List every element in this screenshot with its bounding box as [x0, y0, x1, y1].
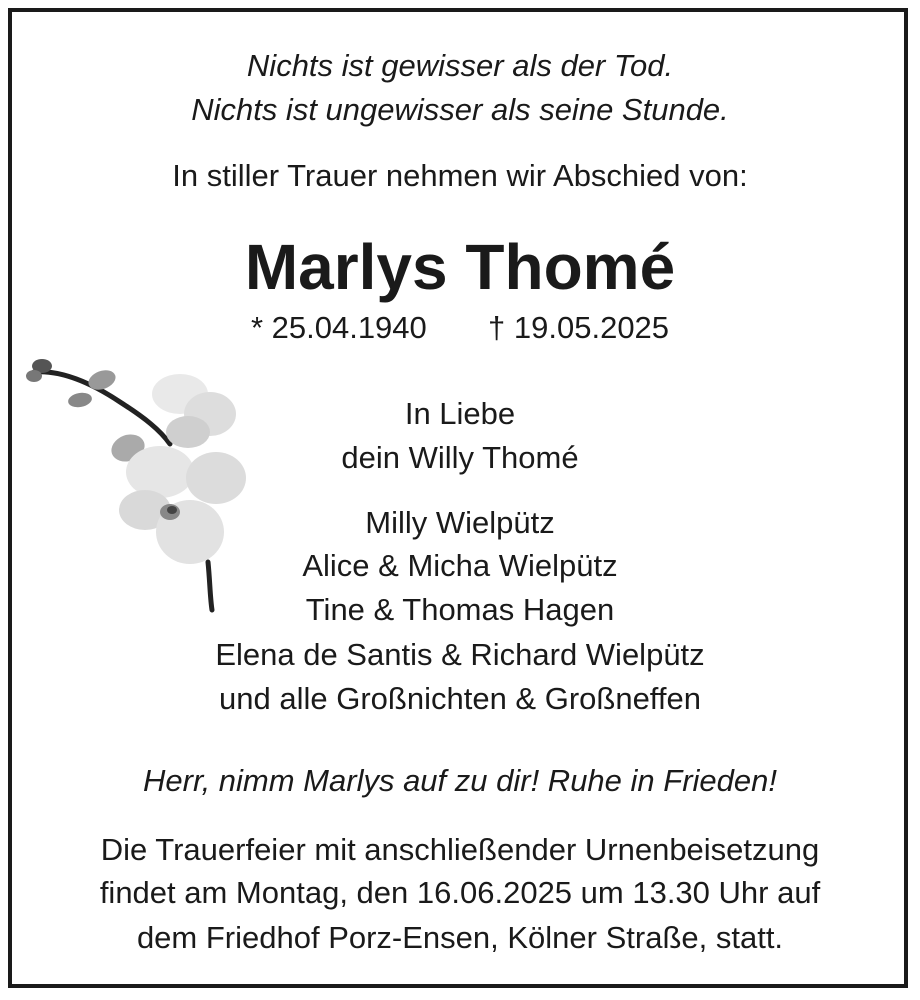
- ceremony-line-2: findet am Montag, den 16.06.2025 um 13.30 Uhr auf: [99, 875, 821, 910]
- death-date: † 19.05.2025: [488, 310, 670, 345]
- mourner-2: Alice & Micha Wielpütz: [302, 548, 618, 583]
- mourner-1: Milly Wielpütz: [365, 505, 555, 540]
- mourner-3: Tine & Thomas Hagen: [305, 592, 615, 627]
- mourner-4: Elena de Santis & Richard Wielpütz: [215, 637, 705, 672]
- life-dates: [0, 310, 920, 346]
- quote-line-1: Nichts ist gewisser als der Tod.: [246, 48, 674, 83]
- signature-spouse: dein Willy Thomé: [341, 440, 579, 475]
- ceremony-line-3: dem Friedhof Porz-Ensen, Kölner Straße, statt.: [136, 920, 784, 955]
- signature-love: In Liebe: [404, 396, 516, 431]
- deceased-name: Marlys Thomé: [244, 231, 676, 303]
- birth-date: * 25.04.1940: [250, 310, 427, 345]
- mourner-5: und alle Großnichten & Großneffen: [219, 681, 701, 716]
- quote-line-2: Nichts ist ungewisser als seine Stunde.: [191, 92, 729, 127]
- prayer-text: Herr, nimm Marlys auf zu dir! Ruhe in Frieden!: [143, 763, 777, 798]
- intro-text: In stiller Trauer nehmen wir Abschied von:: [172, 158, 748, 193]
- ceremony-line-1: Die Trauerfeier mit anschließender Urnenbeisetzung: [100, 832, 820, 867]
